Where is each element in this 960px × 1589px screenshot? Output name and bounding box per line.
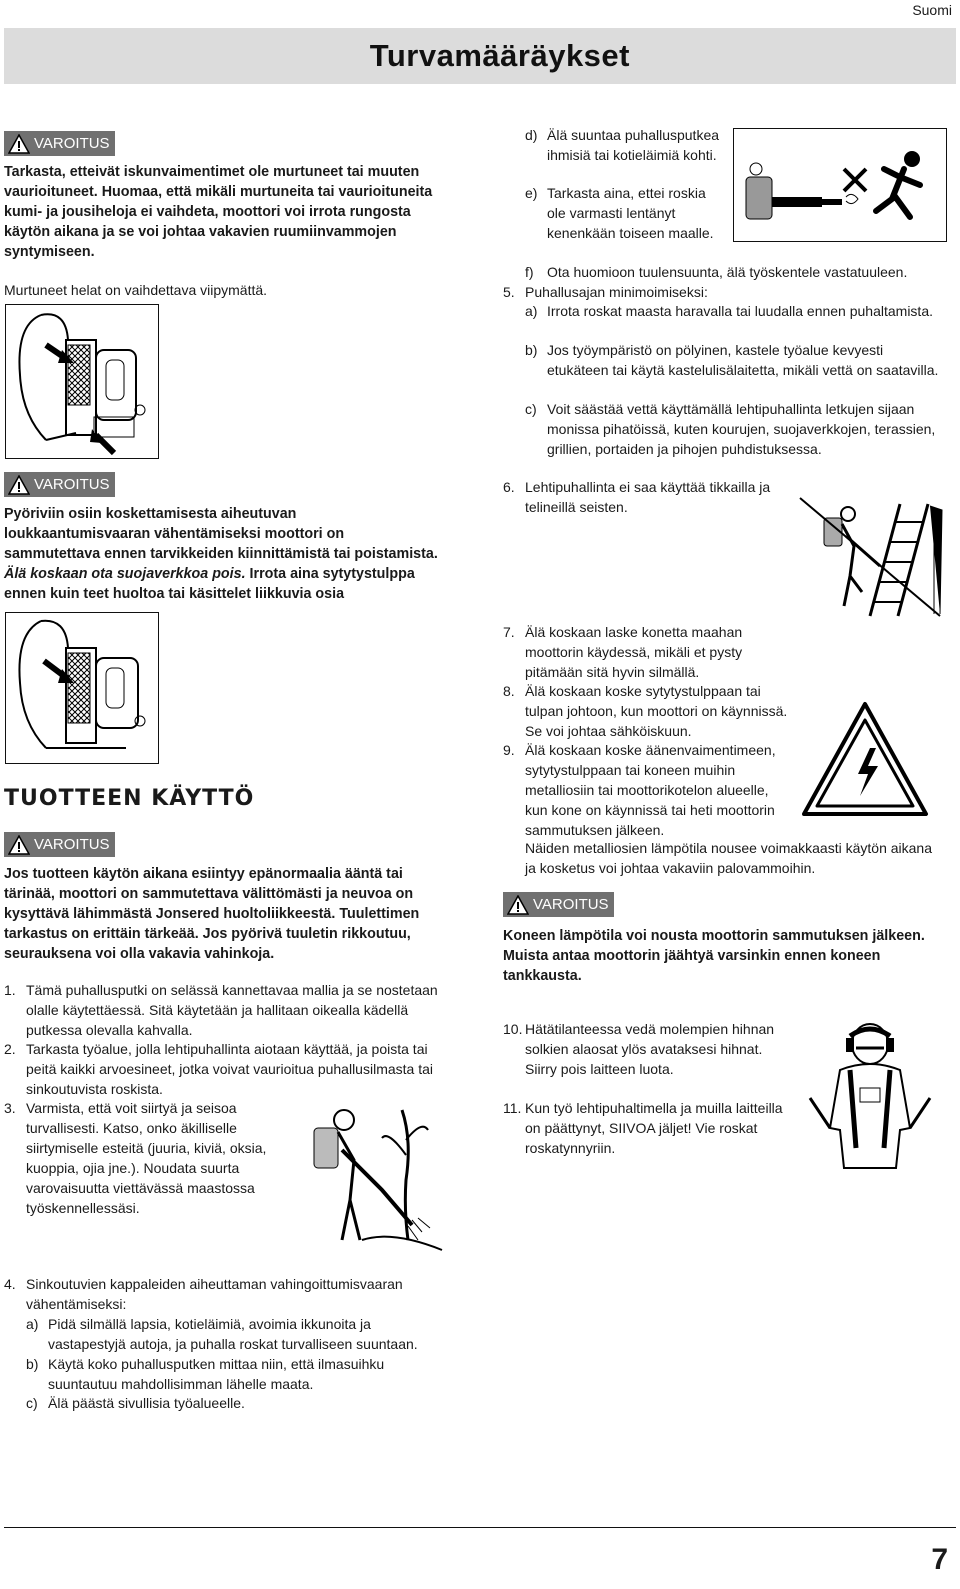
- warning-4-text: Koneen lämpötila voi nousta moottorin sammutuksen jälkeen. Muista antaa moottorin jäähtyä varsinkin ennen koneen tankkausta.: [503, 928, 925, 984]
- list-item-11: 11. Kun työ lehtipuhaltimella ja muilla laitteilla on päättynyt, SIIVOA jäljet! Vie roskat roskatynnyriin.: [503, 1100, 783, 1156]
- list-item-9: 9. Älä koskaan koske äänenvaimentimeen, sytytystulppaan tai koneen muihin metalliosiin tai moottorikotelon alueelle, kun kone on käynnissä tai heti moottorin sammutuksen jälkeen.: [503, 742, 776, 838]
- list-item-2: [4, 1039, 444, 1099]
- figure-no-people: [733, 128, 947, 242]
- warning-3-text: Jos tuotteen käytön aikana esiintyy epänormaalia ääntä tai tärinää, moottori on sammutettava välittömästi ja neuvoa on kysyttävä lähimmästä Jonsered huoltoliikkeestä. Tuulettimen tarkastus on erittäin tärkeää. Jos pyörivä tuuletin rikkoutuu, seurauksena voi olla vakavia vahinkoja.: [4, 866, 420, 962]
- list-item-5: 5. Puhallusajan minimoimiseksi:: [503, 284, 708, 300]
- figure-no-ladder: [790, 496, 946, 618]
- list-item-6: 6. Lehtipuhallinta ei saa käyttää tikkailla ja telineillä seisten.: [503, 479, 771, 515]
- warning-2-text: [4, 504, 444, 604]
- page-number: 7: [931, 1543, 948, 1576]
- sub-item-5b: b) Jos työympäristö on pölyinen, kastele työalue kevyesti etukäteen tai käytä kastelulisälaitetta, mikäli vettä on saatavilla.: [525, 342, 939, 378]
- item-number: 1.: [4, 982, 16, 998]
- figure-shock-absorbers: [5, 304, 159, 459]
- language-label: Suomi: [912, 2, 952, 18]
- sub-item-d: d) Älä suuntaa puhallusputkea ihmisiä tai kotieläimiä kohti.: [525, 127, 720, 163]
- blower-frame-icon: [6, 305, 158, 458]
- list-item-8: 8. Älä koskaan koske sytytystulppaan tai tulpan johtoon, kun moottori on käynnissä. Se voi johtaa sähköiskuun.: [503, 683, 788, 739]
- warning-badge-4: [503, 892, 614, 920]
- item-text: Tarkasta työalue, jolla lehtipuhallinta aiotaan käyttää, ja poista tai peitä kaikki arvoesineet, jotka voivat vaurioitua puhallusilmasta tai sinkoutuvista roskista.: [26, 1041, 433, 1097]
- warning-2-a: Pyöriviin osiin koskettamisesta aiheutuvan loukkaantumisvaaran vähentämiseksi moottori on sammutettava ennen tarvikkeiden kiinnittämistä tai poistamista.: [4, 506, 438, 562]
- warning-badge-1: [4, 131, 115, 159]
- sub-item-4a: a) Pidä silmällä lapsia, kotieläimiä, avoimia ikkunoita ja vastapestyjä autoja, ja puhalla roskat turvalliseen suuntaan.: [26, 1316, 418, 1352]
- list-item-1: [4, 980, 444, 1040]
- sub-item-e: e) Tarkasta aina, ettei roskia ole varmasti lentänyt kenenkään toiseen maalle.: [525, 185, 714, 241]
- sub-item-5a: a) Irrota roskat maasta haravalla tai luudalla ennen puhaltamista.: [525, 303, 933, 319]
- operator-blower-icon: [302, 1100, 446, 1252]
- warning-label: VAROITUS: [533, 896, 609, 913]
- figure-operator-slope: [302, 1100, 446, 1252]
- list-item-7: 7. Älä koskaan laske konetta maahan moottorin käydessä, mikäli et pysty pitämään sitä hyvin silmällä.: [503, 624, 743, 680]
- figure-harness: [800, 1018, 940, 1170]
- item-number: 3.: [4, 1100, 16, 1116]
- warning-triangle-icon: [8, 835, 30, 855]
- list-item-10: 10. Hätätilanteessa vedä molempien hihnan solkien alaosat ylös avataksesi hihnat. Siirry pois laitteen luota.: [503, 1021, 775, 1077]
- item-number: 4.: [4, 1276, 16, 1292]
- sub-item-4b: b) Käytä koko puhallusputken mittaa niin, että ilmasuihku suuntautuu mahdollisimman lähelle maata.: [26, 1356, 385, 1392]
- item-number: 2.: [4, 1041, 16, 1057]
- warning-triangle-icon: [8, 475, 30, 495]
- item-9-continuation: Näiden metalliosien lämpötila nousee voimakkaasti käytön aikana ja kosketus voi johtaa vakaviin palovammoihin.: [525, 840, 933, 876]
- harness-operator-icon: [800, 1018, 940, 1170]
- warning-triangle-icon: [507, 895, 529, 915]
- item-text: Sinkoutuvien kappaleiden aiheuttaman vahingoittumisvaaran vähentämiseksi:: [26, 1276, 403, 1312]
- no-blowing-people-icon: [734, 129, 946, 241]
- list-item-3: [4, 1098, 300, 1218]
- sub-item-4c: c) Älä päästä sivullisia työalueelle.: [26, 1395, 245, 1411]
- warning-label: VAROITUS: [34, 135, 110, 152]
- electric-hazard-icon: [800, 700, 930, 818]
- sub-item-5c: c) Voit säästää vettä käyttämällä lehtipuhallinta letkujen sijaan monissa pihatöissä, kuten kourujen, suojaverkkojen, terassien, grillien, portaiden ja pihojen puhdistuksessa.: [525, 401, 936, 457]
- warning-2-c: Irrota aina sytytystulppa ennen kuin teet huoltoa tai käsittelet liikkuvia osia: [4, 566, 415, 602]
- item-text: Varmista, että voit siirtyä ja seisoa turvallisesti. Katso, onko äkilliselle siirtymiselle esteitä (juuria, kiviä, oksia, kuoppia, ojia jne.). Noudata suurta varovaisuutta viettävässä maastossa työskennellessäsi.: [26, 1100, 267, 1216]
- page-title: Turvamääräykset: [369, 38, 630, 73]
- figure-protective-net: [5, 612, 159, 764]
- ladder-prohibited-icon: [790, 496, 946, 618]
- note-1: Murtuneet helat on vaihdettava viipymättä.: [4, 282, 268, 298]
- warning-1-text: Tarkasta, etteivät iskunvaimentimet ole murtuneet tai muuten vaurioituneet. Huomaa, että mikäli murtuneita tai vaurioituneita kumi- ja jousiheloja ei vaihdeta, moottori voi irrota rungosta käytön aikana ja se voi johtaa vakavien ruumiinvammojen syntymiseen.: [4, 164, 433, 260]
- warning-badge-2: [4, 472, 115, 500]
- sub-item-f: f) Ota huomioon tuulensuunta, älä työskentele vastatuuleen.: [525, 264, 908, 280]
- warning-label: VAROITUS: [34, 836, 110, 853]
- item-text: Tämä puhallusputki on selässä kannettavaa mallia ja se nostetaan olalle käytettäessä. Sitä käytetään ja hallitaan oikealla kädellä putkessa olevalla kahvalla.: [26, 982, 438, 1038]
- warning-badge-3: [4, 832, 115, 860]
- warning-label: VAROITUS: [34, 476, 110, 493]
- warning-triangle-icon: [8, 134, 30, 154]
- list-item-4: [4, 1274, 444, 1411]
- warning-2-b: Älä koskaan ota suojaverkkoa pois.: [4, 566, 246, 582]
- footer-rule: [4, 1527, 956, 1528]
- blower-net-icon: [6, 613, 158, 763]
- section-title: TUOTTEEN KÄYTTÖ: [4, 786, 255, 811]
